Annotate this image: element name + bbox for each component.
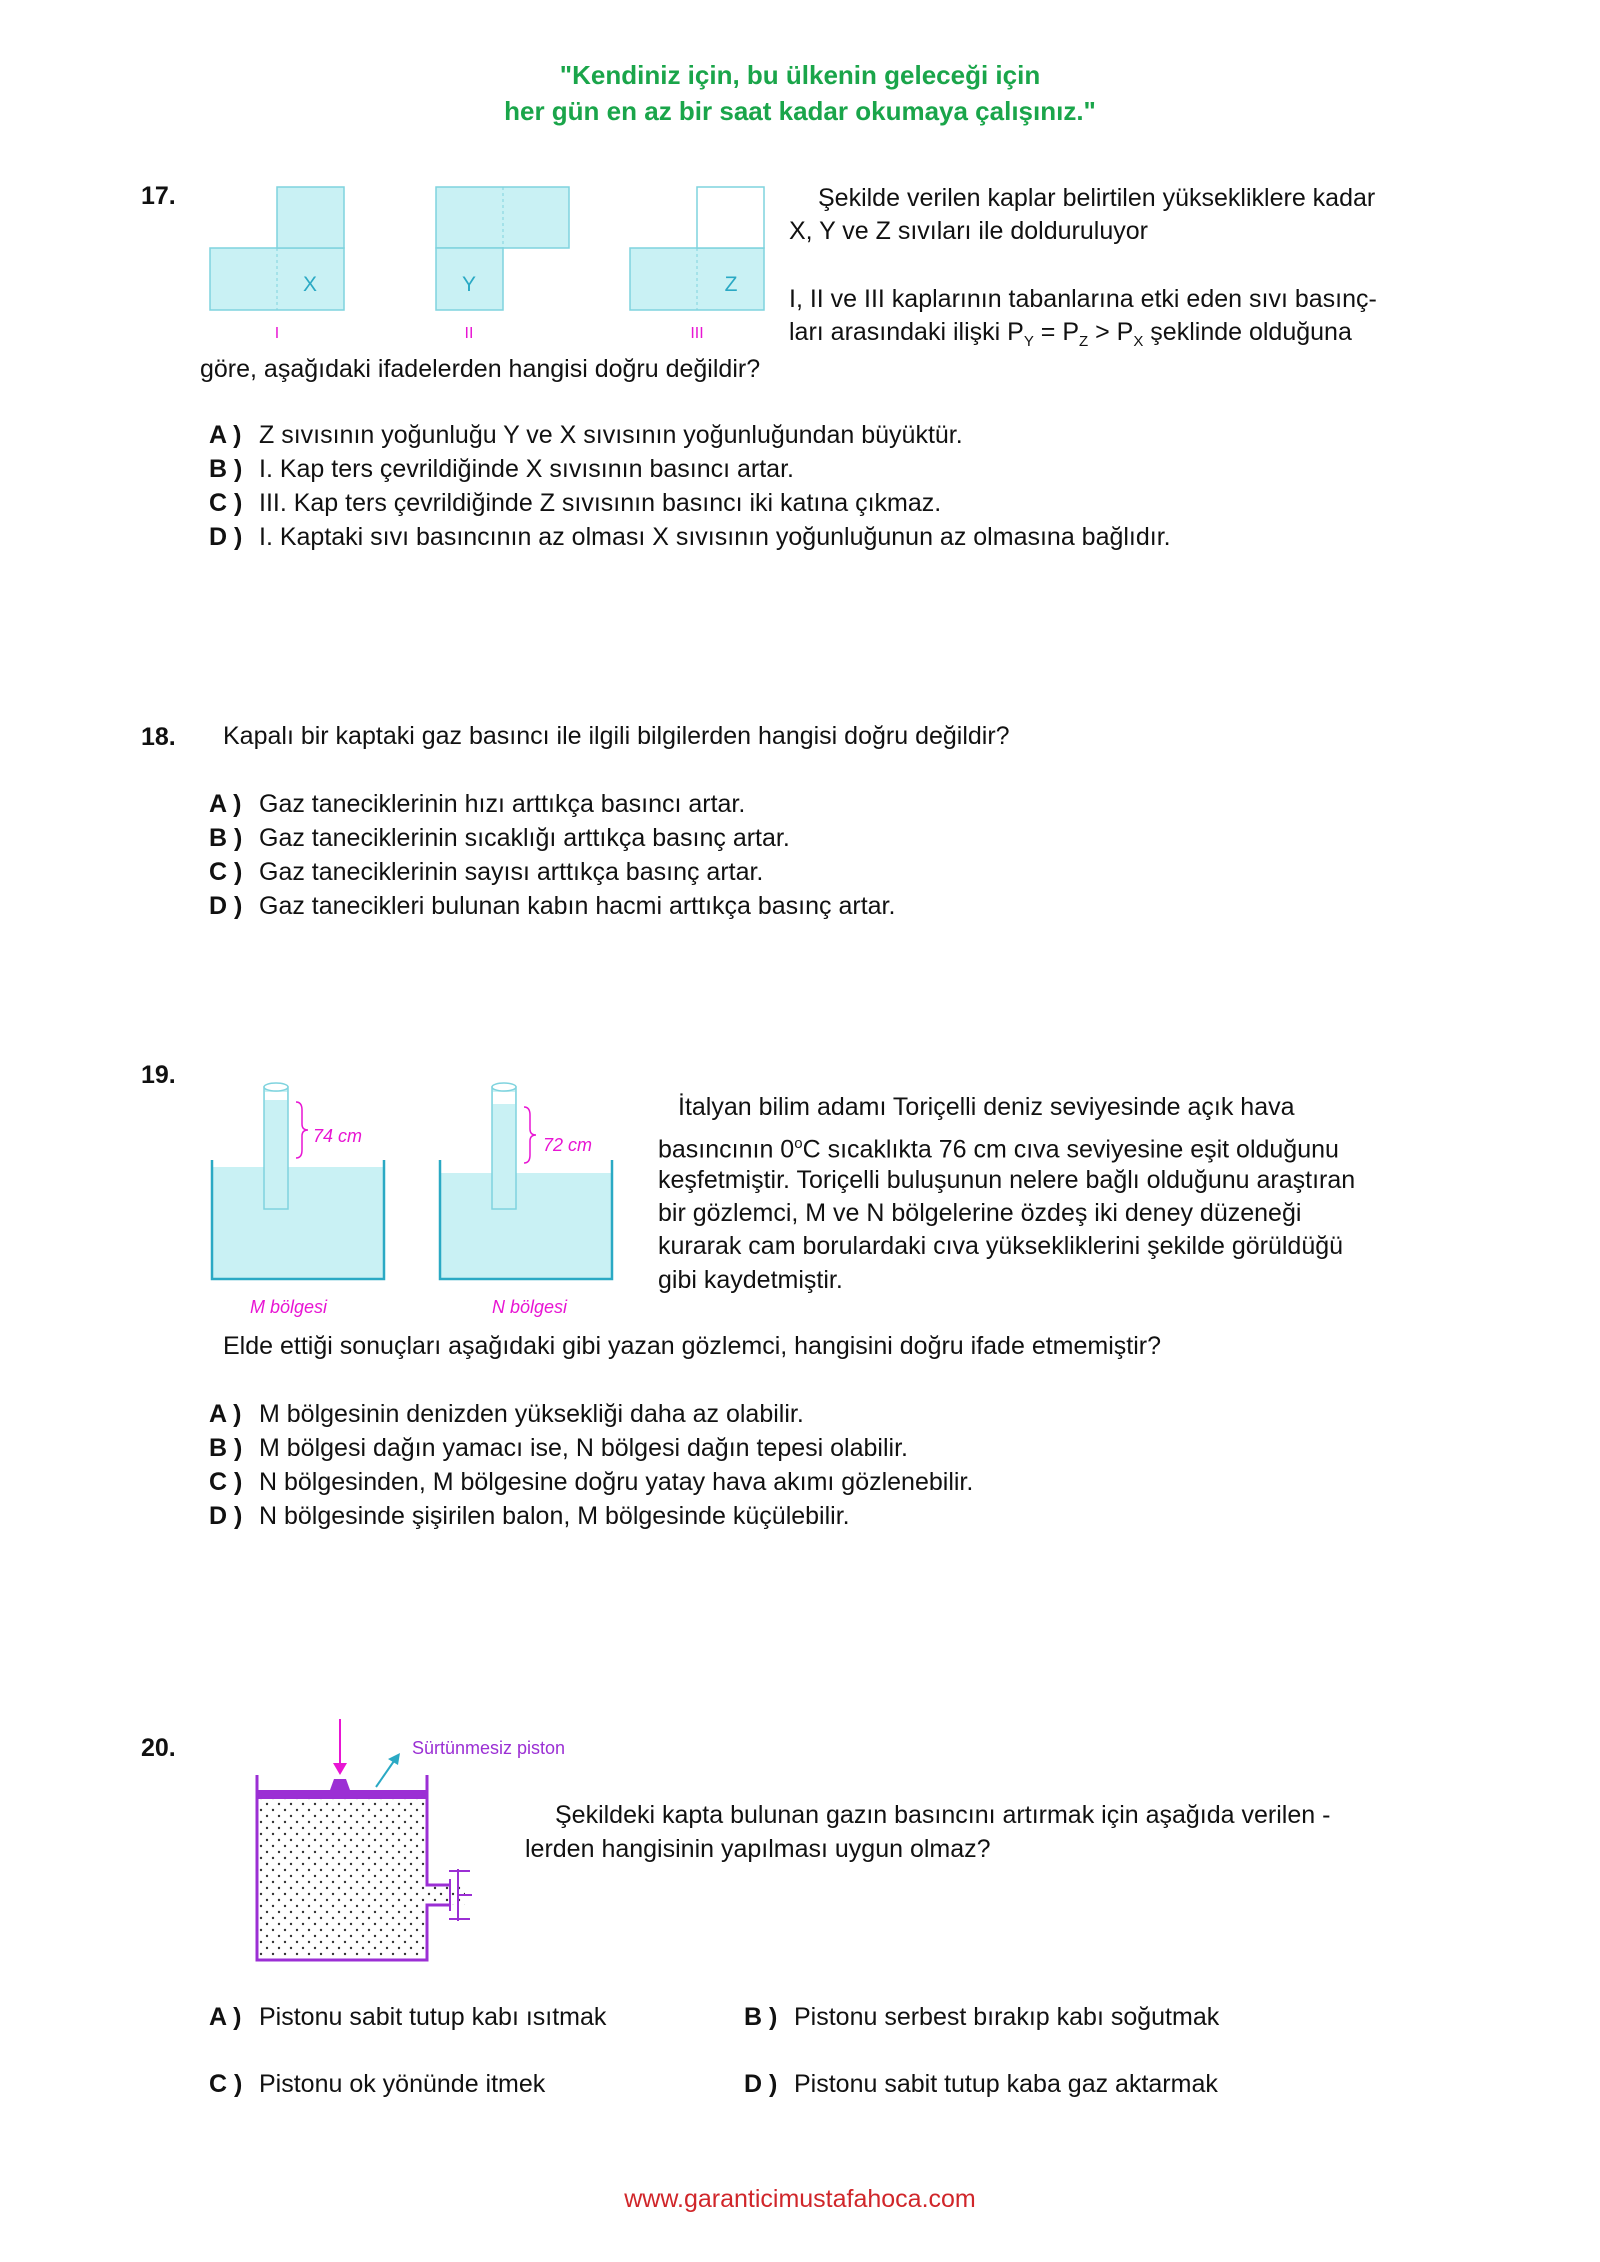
label-pointer-icon <box>376 1753 400 1787</box>
q18-option-a[interactable]: A ) Gaz taneciklerinin hızı arttıkça basıncı artar. <box>209 790 746 818</box>
q17-option-a[interactable]: A ) Z sıvısının yoğunluğu Y ve X sıvısının yoğunluğundan büyüktür. <box>209 421 963 449</box>
question-18-number: 18. <box>141 723 176 751</box>
piston-label: Sürtünmesiz piston <box>412 1738 566 1758</box>
motto-line-1: "Kendiniz için, bu ülkenin geleceği için <box>559 60 1041 90</box>
label-x: X <box>302 273 318 296</box>
q18-option-c[interactable]: C ) Gaz taneciklerinin sayısı arttıkça basınç artar. <box>209 858 764 886</box>
q20-text-line-1: Şekildeki kapta bulunan gazın basıncını artırmak için aşağıda verilen - <box>555 1801 1331 1829</box>
motto-line-2: her gün en az bir saat kadar okumaya çalışınız." <box>504 96 1096 126</box>
question-19-number: 19. <box>141 1061 176 1089</box>
q17-text-line-4: ları arasındaki ilişki $P_Y = P_Z > P_X$ şeklinde olduğuna <box>789 318 1352 350</box>
q19-text-line-3: keşfetmiştir. Toriçelli buluşunun nelere bağlı olduğunu araştıran <box>658 1166 1356 1194</box>
q17-text-line-1: Şekilde verilen kaplar belirtilen yüksekliklere kadar <box>818 184 1376 212</box>
container-III <box>630 187 764 310</box>
q19-option-b[interactable]: B ) M bölgesi dağın yamacı ise, N bölgesi dağın tepesi olabilir. <box>209 1434 908 1462</box>
setup-m <box>212 1083 384 1317</box>
question-17-number: 17. <box>141 182 176 210</box>
q19-question: Elde ettiği sonuçları aşağıdaki gibi yazan gözlemci, hangisini doğru ifade etmemiştir? <box>223 1332 1162 1360</box>
q18-option-b[interactable]: B ) Gaz taneciklerinin sıcaklığı arttıkça basınç artar. <box>209 824 790 852</box>
container-I <box>210 187 344 310</box>
q18-question: Kapalı bir kaptaki gaz basıncı ile ilgili bilgilerden hangisi doğru değildir? <box>223 722 1010 750</box>
question-20-number: 20. <box>141 1734 176 1762</box>
q19-text-line-6: gibi kaydetmiştir. <box>658 1266 843 1294</box>
brace-icon <box>524 1107 536 1163</box>
q19-text-line-1: İtalyan bilim adamı Toriçelli deniz seviyesinde açık hava <box>678 1093 1295 1121</box>
q20-option-d[interactable]: D ) Pistonu sabit tutup kaba gaz aktarmak <box>744 2070 1218 2098</box>
q20-option-b[interactable]: B ) Pistonu serbest bırakıp kabı soğutmak <box>744 2003 1220 2031</box>
label-m-region: M bölgesi <box>250 1297 328 1317</box>
q19-text-line-5: kurarak cam borulardaki cıva yüksekliklerini şekilde görüldüğü <box>658 1232 1344 1260</box>
q17-option-c[interactable]: C ) III. Kap ters çevrildiğinde Z sıvısının basıncı iki katına çıkmaz. <box>209 489 942 517</box>
label-n-region: N bölgesi <box>492 1297 568 1317</box>
q19-option-d[interactable]: D ) N bölgesinde şişirilen balon, M bölgesinde küçülebilir. <box>209 1502 850 1530</box>
q19-option-a[interactable]: A ) M bölgesinin denizden yüksekliği daha az olabilir. <box>209 1400 804 1428</box>
numeral-II: II <box>464 325 474 342</box>
q19-text-line-2: basıncının 0$^o$C sıcaklıkta 76 cm cıva seviyesine eşit olduğunu <box>658 1135 1339 1164</box>
piston <box>258 1779 427 1799</box>
q19-text-line-4: bir gözlemci, M ve N bölgelerine özdeş iki deney düzeneği <box>658 1199 1302 1227</box>
height-n: 72 cm <box>543 1135 593 1155</box>
q19-torricelli-figure <box>200 1075 630 1325</box>
height-m: 74 cm <box>313 1126 363 1146</box>
q18-option-d[interactable]: D ) Gaz tanecikleri bulunan kabın hacmi arttıkça basınç artar. <box>209 892 896 920</box>
container-II <box>436 187 569 310</box>
label-y: Y <box>461 273 477 296</box>
q17-text-line-3: I, II ve III kaplarının tabanlarına etki eden sıvı basınç- <box>789 285 1377 313</box>
q17-text-line-2: X, Y ve Z sıvıları ile dolduruluyor <box>789 217 1148 245</box>
footer-url[interactable]: www.garanticimustafahoca.com <box>624 2185 976 2213</box>
setup-n <box>440 1083 612 1317</box>
numeral-III: III <box>690 325 704 342</box>
q17-text-line-5: göre, aşağıdaki ifadelerden hangisi doğru değildir? <box>200 355 761 383</box>
q17-option-d[interactable]: D ) I. Kaptaki sıvı basıncının az olması X sıvısının yoğunluğunun az olmasına bağlıdır. <box>209 523 1171 551</box>
q20-text-line-2: lerden hangisinin yapılması uygun olmaz? <box>525 1835 991 1863</box>
push-arrow-icon <box>333 1719 347 1775</box>
q19-option-c[interactable]: C ) N bölgesinden, M bölgesine doğru yatay hava akımı gözlenebilir. <box>209 1468 974 1496</box>
q20-option-c[interactable]: C ) Pistonu ok yönünde itmek <box>209 2070 546 2098</box>
label-z: Z <box>724 273 738 296</box>
q17-option-b[interactable]: B ) I. Kap ters çevrildiğinde X sıvısının basıncı artar. <box>209 455 794 483</box>
q17-containers-figure <box>200 185 780 345</box>
q20-option-a[interactable]: A ) Pistonu sabit tutup kabı ısıtmak <box>209 2003 607 2031</box>
brace-icon <box>296 1102 308 1158</box>
numeral-I: I <box>274 325 280 342</box>
